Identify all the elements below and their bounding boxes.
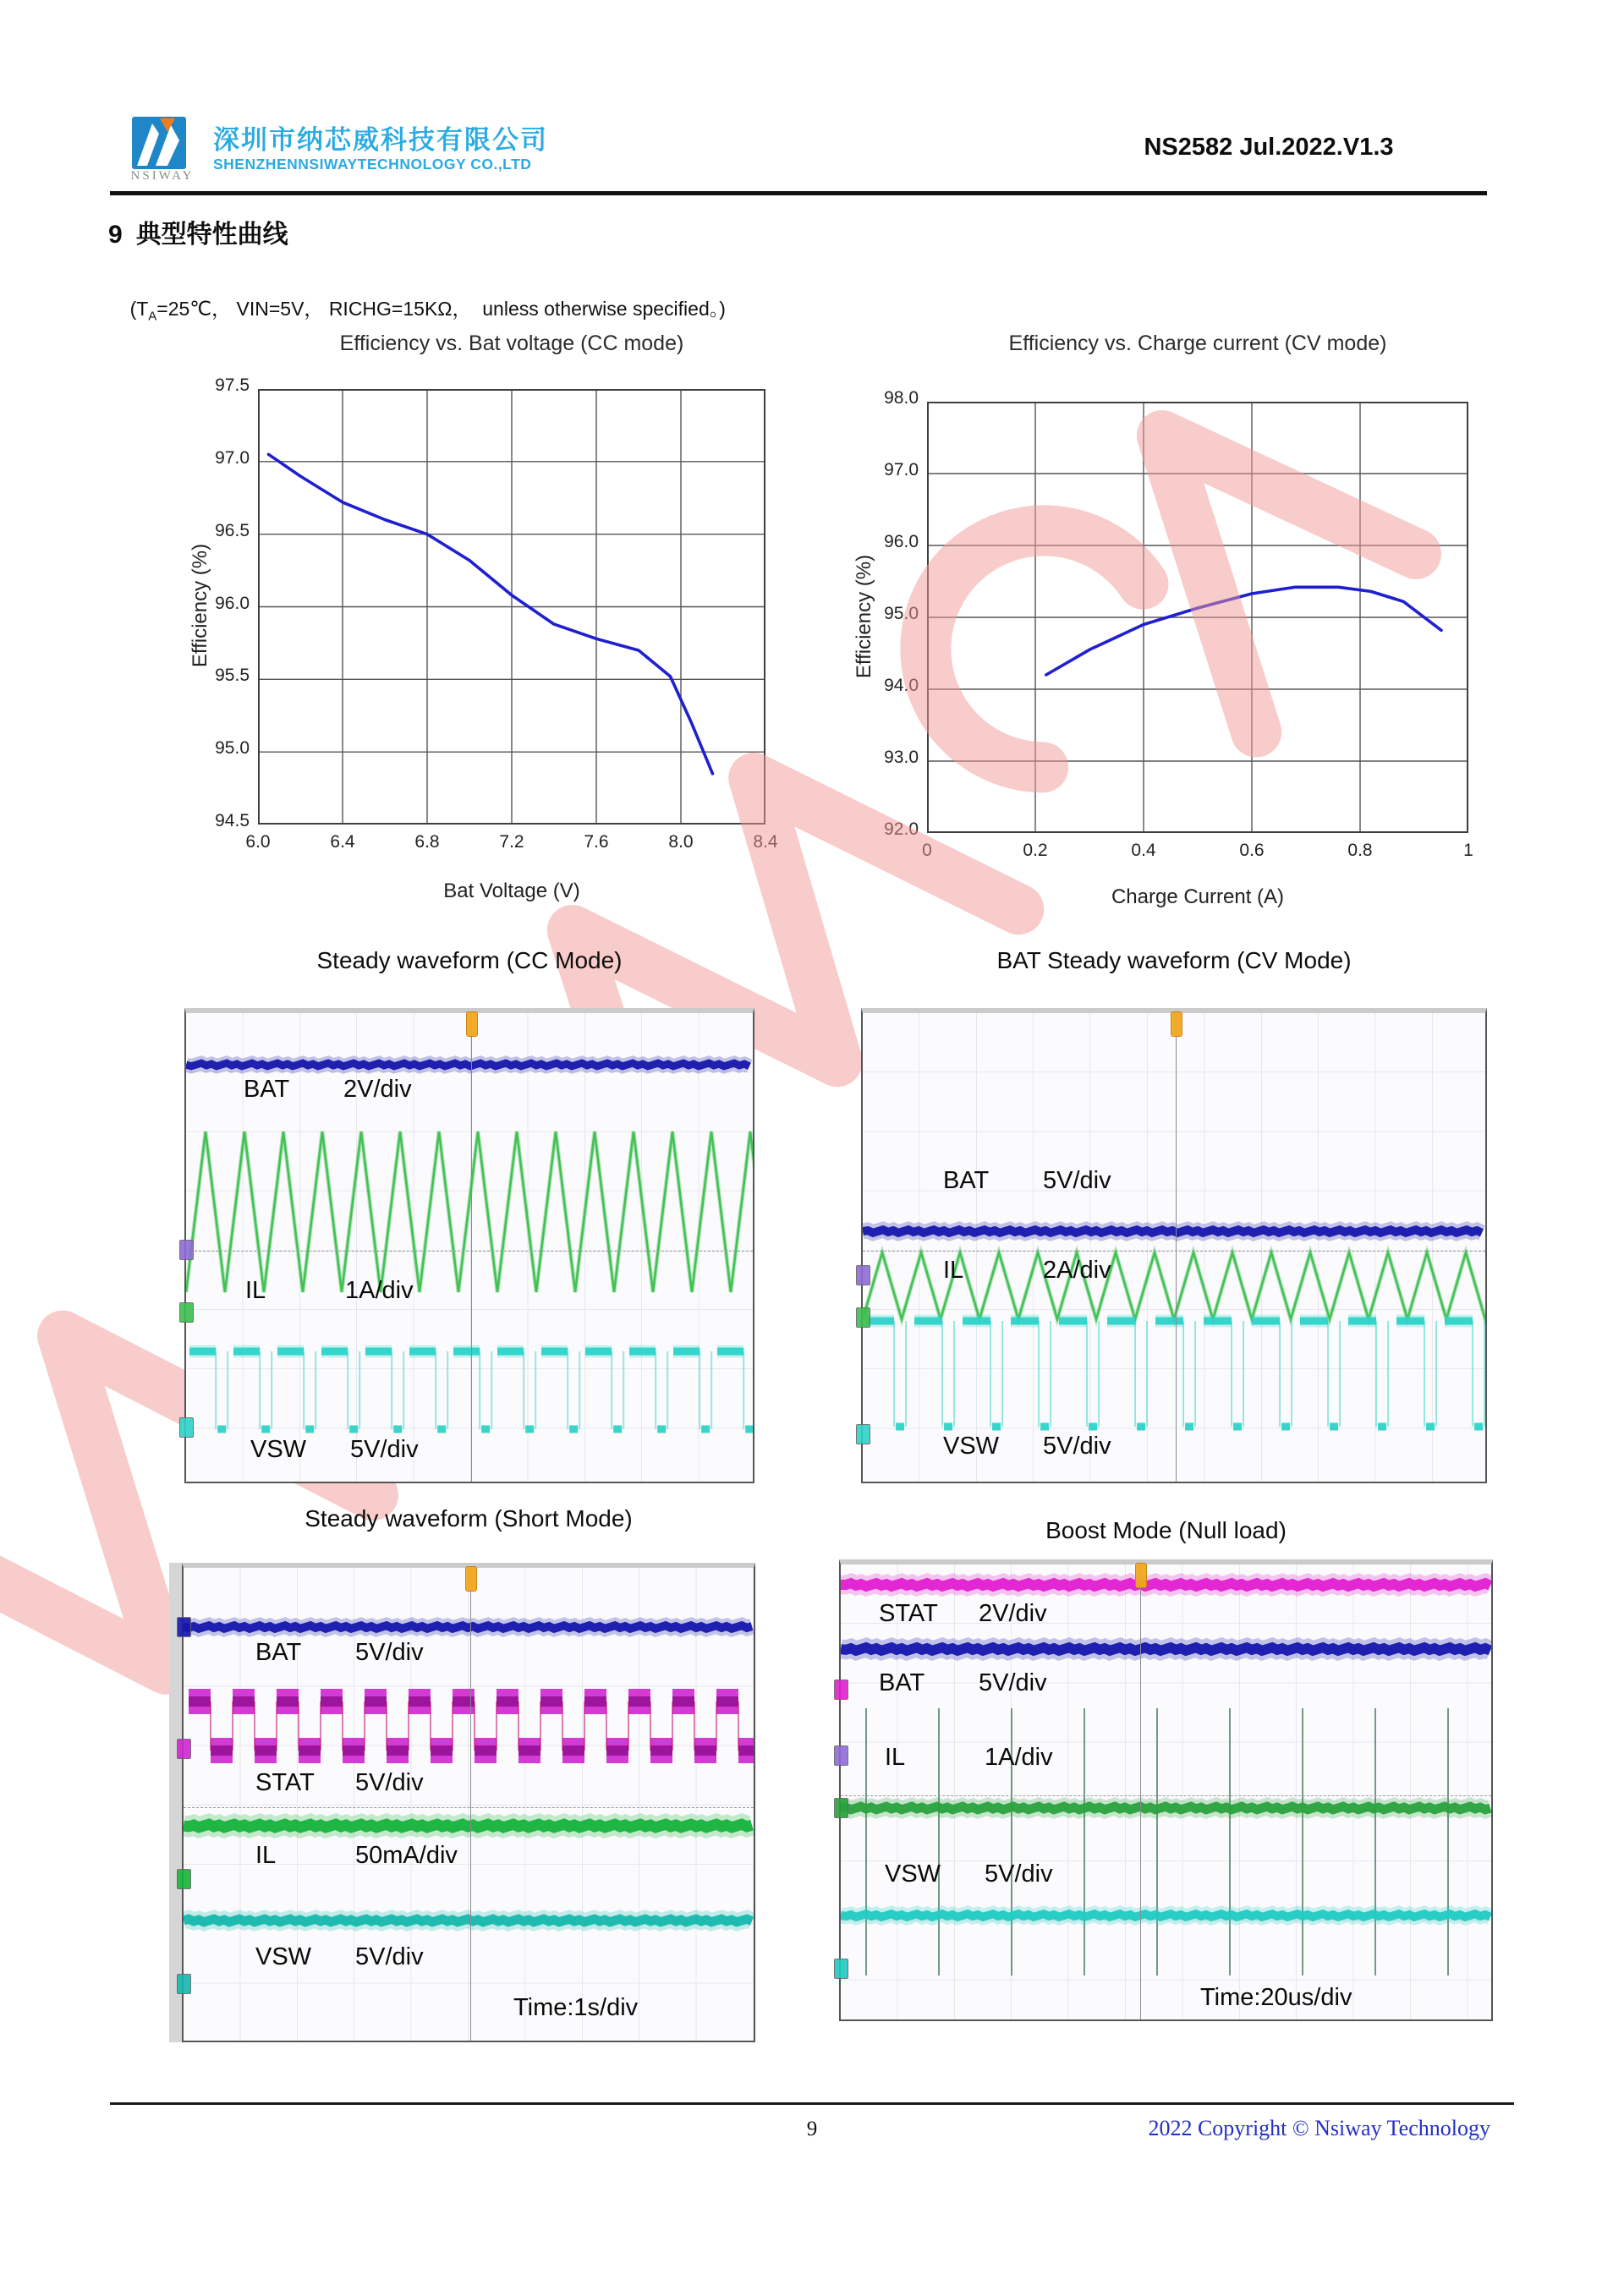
scope-title: Steady waveform (Short Mode) xyxy=(304,1505,633,1532)
x-axis-label: Bat Voltage (V) xyxy=(443,879,580,902)
trace-name: IL xyxy=(943,1257,964,1284)
conditions-pre: (T xyxy=(129,298,149,320)
channel-marker xyxy=(856,1265,870,1285)
chart-canvas xyxy=(258,389,765,825)
channel-marker xyxy=(177,1739,191,1759)
trace-scale: 1A/div xyxy=(985,1744,1053,1771)
y-tick-label: 93.0 xyxy=(884,748,919,767)
trace-label xyxy=(879,1600,1047,1628)
center-horizontal-graticule xyxy=(184,1807,754,1808)
channel-marker xyxy=(856,1424,870,1444)
trace-scale: 1A/div xyxy=(345,1277,414,1304)
company-name-en: SHENZHENNSIWAYTECHNOLOGY CO.,LTD xyxy=(213,156,532,173)
scope-title: BAT Steady waveform (CV Mode) xyxy=(996,947,1352,973)
y-tick-label: 92.0 xyxy=(884,819,919,839)
x-tick-label: 6.4 xyxy=(330,832,355,852)
chart-title: Efficiency vs. Charge current (CV mode) xyxy=(1008,332,1387,355)
y-tick-label: 97.0 xyxy=(884,460,919,479)
channel-marker xyxy=(177,1974,191,1994)
trace-scale: 5V/div xyxy=(355,1639,424,1666)
scope-section-boost-mode xyxy=(839,1499,1493,2031)
center-horizontal-graticule xyxy=(863,1251,1485,1252)
trigger-marker-icon xyxy=(465,1566,477,1592)
center-vertical-graticule xyxy=(1140,1564,1141,2019)
trace-label xyxy=(250,1436,419,1464)
trace-scale: 2V/div xyxy=(979,1600,1047,1627)
channel-marker xyxy=(177,1869,191,1889)
x-tick-label: 6.8 xyxy=(414,832,440,852)
header-divider xyxy=(110,191,1487,195)
oscilloscope-screenshot xyxy=(182,1563,755,2042)
center-horizontal-graticule xyxy=(841,1795,1491,1796)
chart-title: Efficiency vs. Bat voltage (CC mode) xyxy=(339,332,684,355)
y-tick-label: 96.0 xyxy=(215,593,250,613)
oscilloscope-screenshot xyxy=(839,1559,1493,2021)
trace-label xyxy=(255,1943,424,1971)
trace-scale: 2A/div xyxy=(1043,1257,1111,1284)
channel-marker xyxy=(179,1240,194,1260)
trace-name: VSW xyxy=(255,1943,312,1970)
channel-marker xyxy=(179,1302,194,1323)
y-axis-label: Efficiency (%) xyxy=(853,554,875,679)
trace-name: BAT xyxy=(255,1639,302,1666)
scope-title: Steady waveform (CC Mode) xyxy=(316,947,623,973)
x-tick-label: 8.0 xyxy=(668,832,694,852)
channel-marker xyxy=(856,1307,870,1328)
y-tick-label: 95.0 xyxy=(884,604,919,623)
channel-marker xyxy=(177,1617,191,1637)
trace-label xyxy=(943,1433,1111,1460)
trace-scale: 50mA/div xyxy=(355,1842,458,1869)
trace-label xyxy=(245,1277,414,1305)
trace-name: STAT xyxy=(879,1600,938,1627)
chart-efficiency-vs-charge-current xyxy=(812,332,1489,923)
page-number: 9 xyxy=(806,2118,818,2140)
document-reference: NS2582 Jul.2022.V1.3 xyxy=(1144,134,1394,161)
y-tick-label: 96.0 xyxy=(884,532,919,551)
channel-marker xyxy=(834,1745,848,1766)
x-tick-label: 6.0 xyxy=(245,832,271,852)
oscilloscope-screenshot xyxy=(861,1008,1487,1483)
trace-label xyxy=(885,1860,1053,1888)
x-axis-label: Charge Current (A) xyxy=(1111,885,1285,908)
x-tick-label: 0.6 xyxy=(1239,841,1265,860)
y-tick-label: 94.5 xyxy=(215,811,250,830)
scope-section-short-mode xyxy=(182,1499,755,2047)
trace-scale: 5V/div xyxy=(1043,1167,1111,1194)
y-tick-label: 95.0 xyxy=(215,738,250,759)
trigger-marker-icon xyxy=(466,1011,478,1037)
x-tick-label: 0.8 xyxy=(1347,841,1373,860)
y-tick-label: 98.0 xyxy=(884,388,919,408)
trace-name: VSW xyxy=(943,1433,1000,1460)
trace-name: IL xyxy=(885,1744,906,1771)
x-tick-label: 8.4 xyxy=(753,832,778,852)
trace-scale: 2V/div xyxy=(343,1076,412,1103)
section-heading xyxy=(108,213,288,250)
trace-label xyxy=(255,1639,424,1667)
y-tick-label: 96.5 xyxy=(215,520,250,540)
chart-plot-area xyxy=(258,389,765,825)
y-tick-label: 94.0 xyxy=(884,676,919,695)
trace-label xyxy=(885,1744,1053,1772)
trace-name: BAT xyxy=(244,1076,290,1103)
trace-scale: 5V/div xyxy=(355,1769,424,1796)
chart-canvas xyxy=(927,402,1468,833)
trigger-marker-icon xyxy=(1171,1011,1182,1037)
y-tick-label: 97.0 xyxy=(215,447,250,468)
logo-caption: NSIWAY xyxy=(130,169,195,183)
trace-label xyxy=(943,1257,1111,1285)
center-horizontal-graticule xyxy=(186,1251,753,1252)
section-title: 典型特性曲线 xyxy=(135,221,288,249)
conditions-sub: A xyxy=(148,309,157,324)
trace-scale: 5V/div xyxy=(979,1669,1047,1696)
trace-name: VSW xyxy=(250,1436,307,1463)
trace-name: IL xyxy=(245,1277,266,1304)
trace-name: IL xyxy=(255,1842,277,1869)
trace-label xyxy=(255,1842,458,1870)
company-name-cn: 深圳市纳芯威科技有限公司 xyxy=(213,125,548,155)
channel-marker xyxy=(179,1417,194,1438)
trace-name: BAT xyxy=(943,1167,990,1194)
timebase-label: Time:20us/div xyxy=(1200,1984,1352,2011)
trace-scale: 5V/div xyxy=(350,1436,419,1463)
conditions-post: =25℃， VIN=5V， RICHG=15KΩ， unless otherwise specified。) xyxy=(156,298,726,320)
trace-scale: 5V/div xyxy=(1043,1433,1111,1460)
channel-marker xyxy=(834,1798,848,1818)
footer-divider xyxy=(110,2102,1514,2105)
trigger-marker-icon xyxy=(1135,1563,1147,1588)
trace-scale: 5V/div xyxy=(355,1943,424,1970)
trace-name: VSW xyxy=(885,1860,941,1888)
y-tick-label: 97.5 xyxy=(215,375,250,395)
x-tick-label: 7.6 xyxy=(584,832,609,852)
waveform-canvas xyxy=(863,1013,1485,1482)
trace-name: STAT xyxy=(255,1769,315,1796)
trace-label xyxy=(879,1669,1047,1697)
chart-plot-area xyxy=(927,402,1468,833)
trace-label xyxy=(255,1769,424,1797)
center-vertical-graticule xyxy=(471,1013,472,1482)
scope-section-cc-mode xyxy=(184,944,754,1485)
trace-name: BAT xyxy=(879,1669,925,1696)
oscilloscope-screenshot xyxy=(184,1008,754,1483)
scope-section-cv-mode xyxy=(861,944,1487,1485)
y-axis-label: Efficiency (%) xyxy=(189,543,211,668)
center-vertical-graticule xyxy=(1176,1013,1177,1482)
x-tick-label: 0 xyxy=(922,841,932,860)
center-vertical-graticule xyxy=(470,1568,471,2041)
x-tick-label: 0.2 xyxy=(1023,841,1048,860)
chart-efficiency-vs-bat-voltage xyxy=(152,332,812,923)
trace-label xyxy=(244,1076,412,1104)
trace-scale: 5V/div xyxy=(985,1860,1053,1888)
scope-title: Boost Mode (Null load) xyxy=(1045,1517,1287,1543)
channel-marker xyxy=(834,1680,848,1700)
x-tick-label: 1 xyxy=(1463,841,1473,860)
copyright-notice: 2022 Copyright © Nsiway Technology xyxy=(1148,2116,1490,2140)
y-tick-label: 95.5 xyxy=(215,666,250,686)
x-tick-label: 0.4 xyxy=(1131,841,1156,860)
timebase-label: Time:1s/div xyxy=(513,1994,639,2021)
section-number: 9 xyxy=(108,221,123,249)
waveform-canvas xyxy=(841,1564,1491,2019)
channel-marker xyxy=(834,1959,848,1979)
x-tick-label: 7.2 xyxy=(499,832,524,852)
trace-label xyxy=(943,1167,1111,1195)
